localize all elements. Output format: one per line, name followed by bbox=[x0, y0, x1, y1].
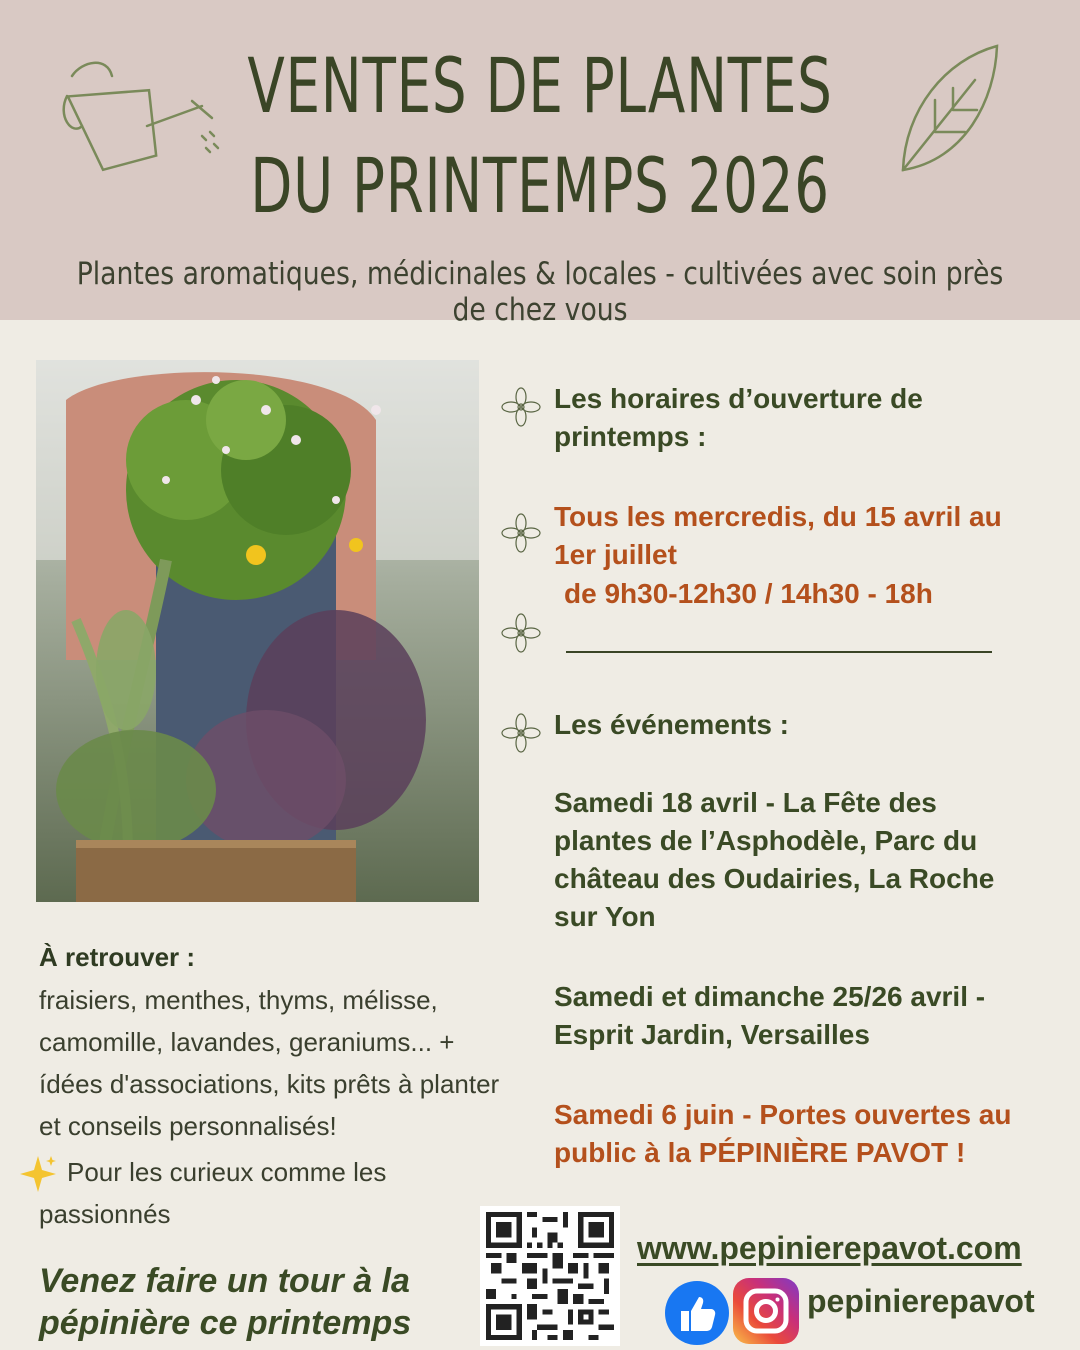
flower-icon bbox=[500, 612, 542, 654]
hours-times: de 9h30-12h30 / 14h30 - 18h bbox=[564, 578, 933, 609]
sparkle-text: Pour les curieux comme les passionnés bbox=[39, 1157, 387, 1229]
title-line-1: VENTES DE PLANTES bbox=[247, 41, 833, 130]
qr-code[interactable] bbox=[480, 1206, 620, 1346]
call-to-action: Venez faire un tour à la pépinière ce printemps bbox=[39, 1262, 412, 1342]
section-divider bbox=[566, 651, 992, 653]
plants-photo bbox=[36, 360, 479, 902]
flower-icon bbox=[500, 512, 542, 554]
flower-icon bbox=[500, 712, 542, 754]
leaf-icon bbox=[895, 40, 1005, 180]
find-text: fraisiers, menthes, thyms, mélisse, camomille, lavandes, geraniums... + ídées d'associations, kits prêts à planter et conseils personnalisés! bbox=[39, 985, 500, 1141]
event-item: Samedi 18 avril - La Fête des plantes de l’Asphodèle, Parc du château des Oudairies, La Roche sur Yon bbox=[554, 787, 995, 932]
find-heading: À retrouver : bbox=[39, 942, 196, 972]
event-item: Samedi 6 juin - Portes ouvertes au public à la PÉPINIÈRE PAVOT ! bbox=[554, 1099, 1012, 1168]
page-title bbox=[151, 36, 929, 236]
website-link[interactable]: www.pepinierepavot.com bbox=[637, 1230, 1022, 1266]
subtitle: Plantes aromatiques, médicinales & locales - cultivées avec soin près de chez vous bbox=[76, 256, 1004, 328]
flower-icon bbox=[500, 386, 542, 428]
events-heading: Les événements : bbox=[554, 709, 789, 740]
social-handle[interactable]: pepinierepavot bbox=[807, 1283, 1035, 1319]
event-item: Samedi et dimanche 25/26 avril - Esprit Jardin, Versailles bbox=[554, 981, 986, 1050]
title-line-2: DU PRINTEMPS 2026 bbox=[250, 141, 830, 230]
instagram-icon[interactable] bbox=[733, 1278, 799, 1344]
hours-days: Tous les mercredis, du 15 avril au 1er juillet bbox=[554, 501, 1002, 570]
header-band bbox=[0, 0, 1080, 328]
hours-heading: Les horaires d’ouverture de printemps : bbox=[554, 383, 923, 452]
facebook-like-icon[interactable] bbox=[665, 1281, 729, 1345]
